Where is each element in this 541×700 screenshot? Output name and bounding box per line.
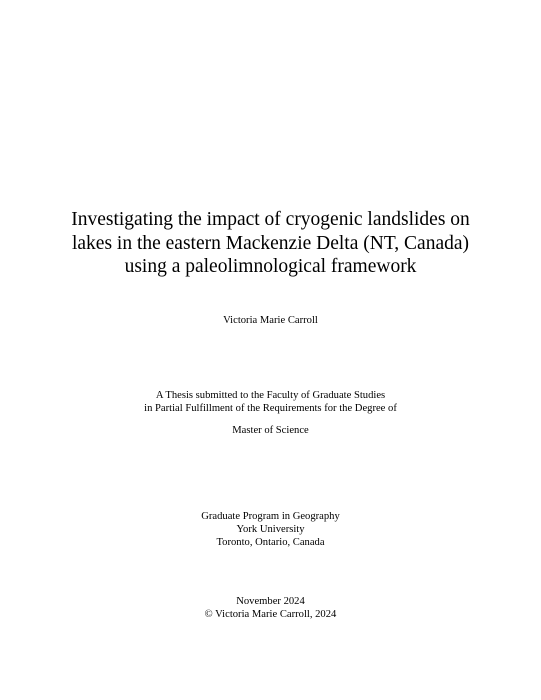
university-line: York University bbox=[236, 524, 305, 536]
title-line-1: Investigating the impact of cryogenic landslides on bbox=[71, 209, 470, 230]
program-line: Graduate Program in Geography bbox=[201, 511, 340, 522]
date-line: November 2024 bbox=[236, 596, 305, 607]
thesis-statement bbox=[0, 389, 541, 415]
date-copyright bbox=[0, 595, 541, 621]
title-line-3: using a paleolimnological framework bbox=[124, 256, 417, 277]
degree-line: Master of Science bbox=[232, 425, 309, 436]
copyright-line: © Victoria Marie Carroll, 2024 bbox=[204, 609, 337, 621]
thesis-statement-line-2: in Partial Fulfillment of the Requirements for the Degree of bbox=[144, 403, 397, 415]
degree-name bbox=[0, 424, 541, 437]
program-info bbox=[0, 510, 541, 550]
author-line: Victoria Marie Carroll bbox=[223, 315, 318, 326]
location-line: Toronto, Ontario, Canada bbox=[216, 537, 325, 549]
title-line-2: lakes in the eastern Mackenzie Delta (NT, Canada) bbox=[71, 232, 470, 254]
author-name bbox=[0, 314, 541, 327]
thesis-title bbox=[0, 208, 541, 279]
thesis-statement-line-1: A Thesis submitted to the Faculty of Graduate Studies bbox=[155, 390, 386, 401]
